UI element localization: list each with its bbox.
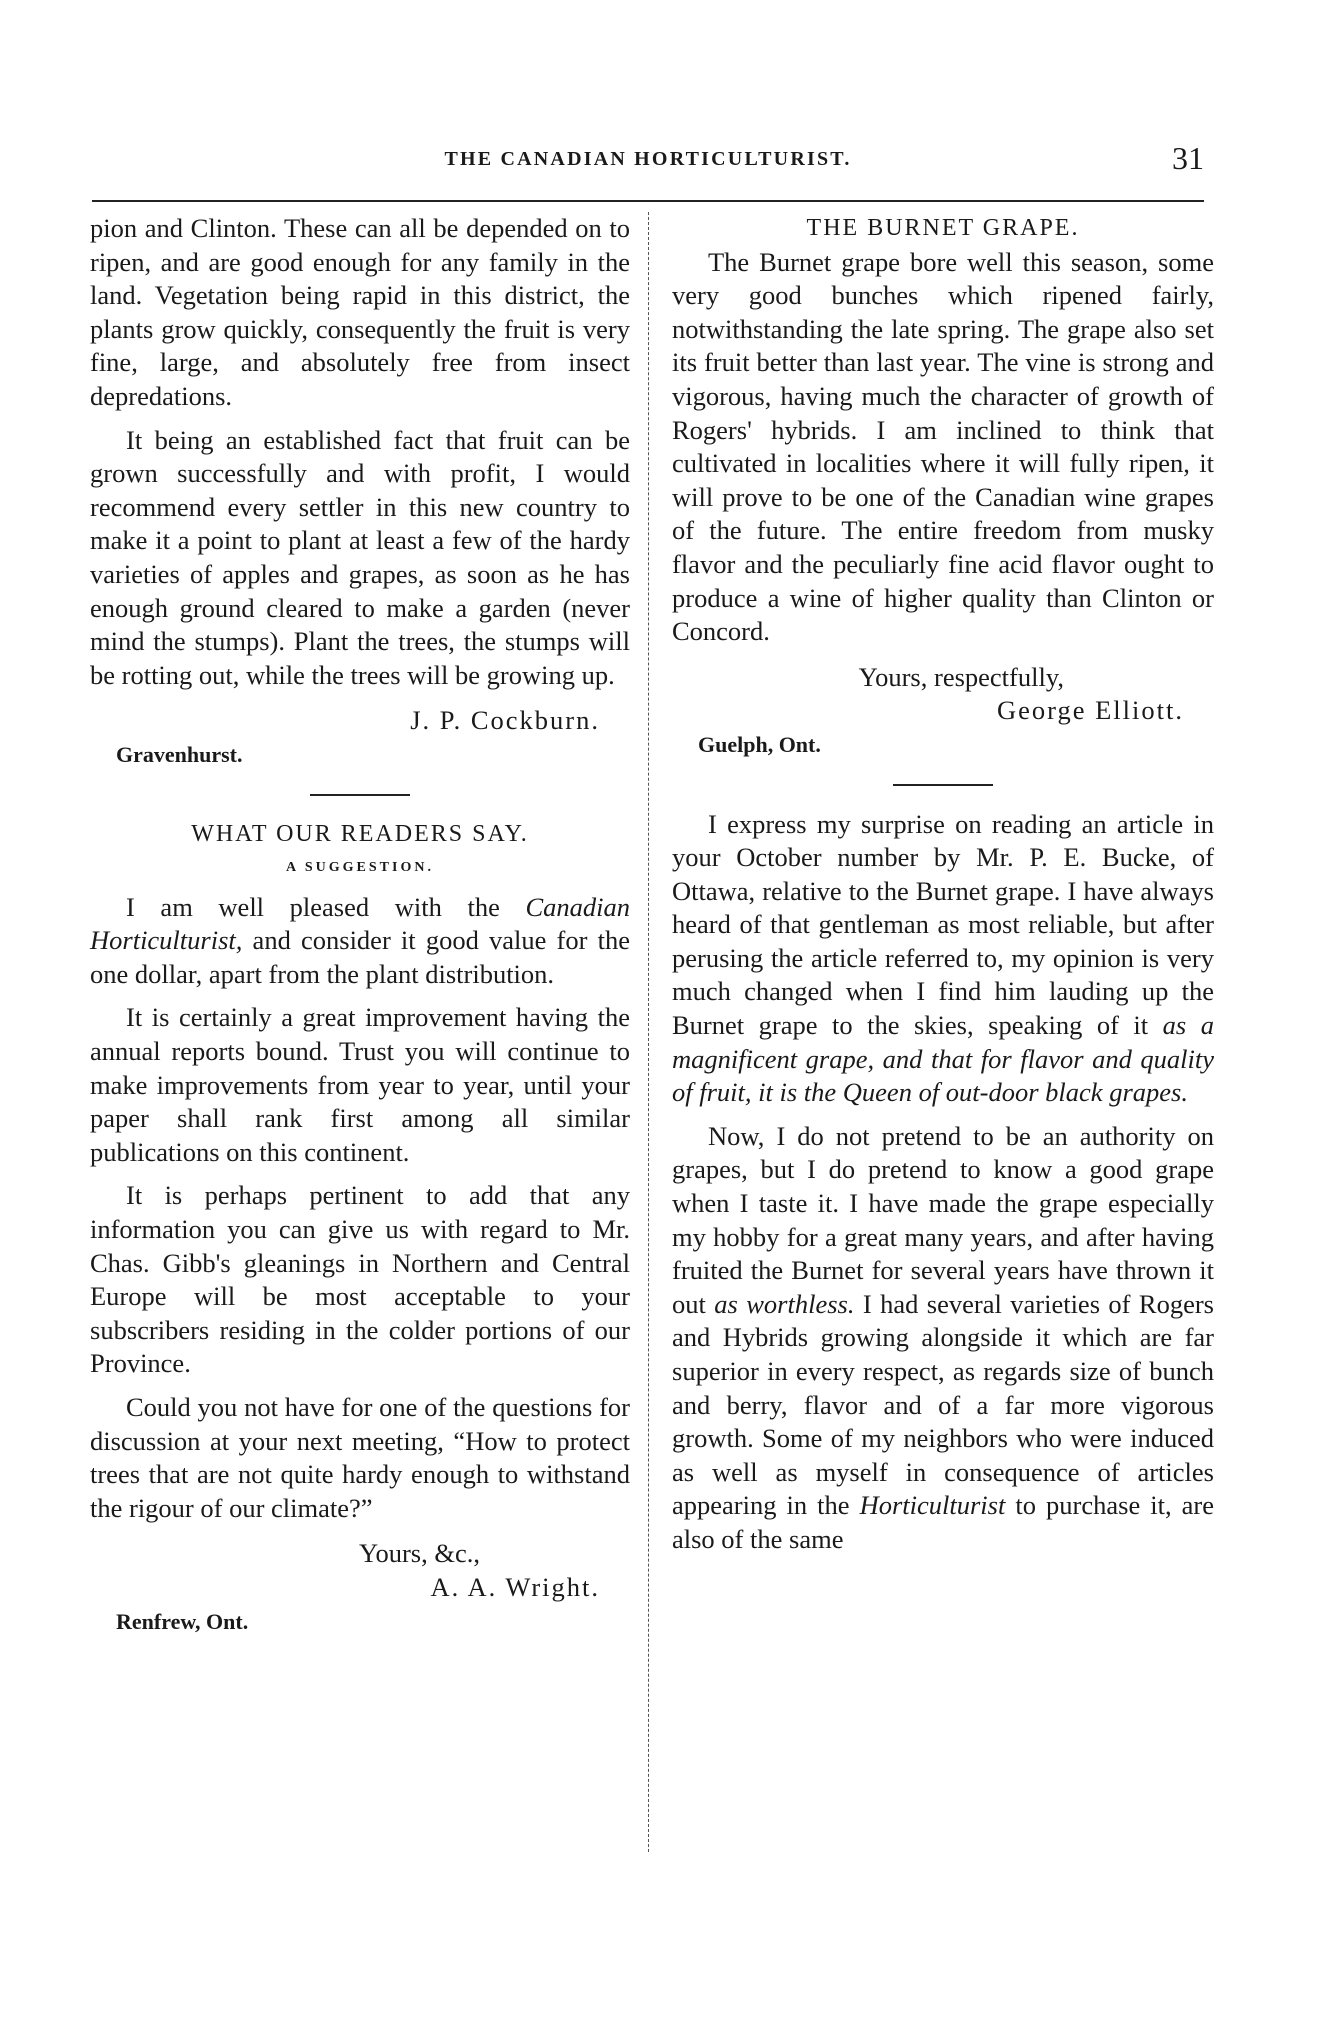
paragraph: Could you not have for one of the questions for discussion at your next meeting, “How to protect trees that are not quite hardy enough to withstand the rigour of our climate?” xyxy=(90,1392,630,1523)
text-run: to purchase it, are also of the same xyxy=(672,1490,1214,1554)
text-run: Now, I do not pretend to be an authority on grapes, but I do pretend to know a good grape when I taste it. I have made the grape especially my hobby for a great many years, and after having fruited the Burnet for several years have thrown it out xyxy=(672,1120,1214,1319)
section-heading: THE BURNET GRAPE. xyxy=(806,215,1080,241)
closing: Yours, respectfully, xyxy=(858,661,1064,692)
signature-name: George Elliott. xyxy=(996,695,1184,726)
page-header xyxy=(92,140,1204,188)
header-rule xyxy=(92,200,1204,202)
text-run: I express my surprise on reading an article in your October number by Mr. P. E. Bucke, of Ottawa, relative to the Burnet grape. I have always heard of that gentleman as most reliable, but after perusing the article referred to, my opinion is very much changed when I find him lauding up the Burnet grape to the skies, speaking of it xyxy=(672,808,1214,1041)
publication-title: Canadian Horticulturist, xyxy=(90,891,630,956)
text-run: I am well pleased with the xyxy=(126,891,526,922)
paragraph: It being an established fact that fruit can be grown successfully and with profit, I would recommend every settler in this new country to make it a point to plant at least a few of the hardy varieties of apples and grapes, as soon as he has enough ground cleared to make a garden (never mind the stumps). Plant the trees, the stumps will be rotting out, while the trees will be growing up. xyxy=(90,424,630,690)
paragraph: It is perhaps pertinent to add that any information you can give us with regard to Mr. Chas. Gibb's gleanings in Northern and Central Europe will be most acceptable to your subscribers residing in the colder portions of our Province. xyxy=(90,1180,630,1379)
signature-place: Guelph, Ont. xyxy=(698,731,821,757)
signature-name: A. A. Wright. xyxy=(430,1571,600,1602)
paragraph xyxy=(672,1120,1214,1557)
signature-name: J. P. Cockburn. xyxy=(410,705,600,736)
text-run: I had several varieties of Rogers and Hybrids growing alongside it which are far superior in every respect, as regards size of bunch and berry, flavor and of a far more vigorous growth. Some of my neighbors who were induced as well as myself in consequence of articles appearing in the xyxy=(672,1288,1214,1521)
section-divider xyxy=(310,794,410,796)
closing: Yours, &c., xyxy=(359,1538,480,1569)
quotation: as a magnificent grape, and that for flavor and quality of fruit, it is the Queen of out-door black grapes. xyxy=(672,1010,1214,1108)
running-title: THE CANADIAN HORTICULTURIST. xyxy=(444,148,852,170)
page-number: 31 xyxy=(1172,140,1204,176)
paragraph: It is certainly a great improvement having the annual reports bound. Trust you will continue to make improvements from year to year, until your paper shall rank first among all similar publications on this continent. xyxy=(90,1002,630,1167)
paragraph: The Burnet grape bore well this season, some very good bunches which ripened fairly, notwithstanding the late spring. The grape also set its fruit better than last year. The vine is strong and vigorous, having much the character of growth of Rogers' hybrids. I am inclined to think that cultivated in localities where it will fully ripen, it will prove to be one of the Canadian wine grapes of the future. The entire freedom from musky flavor and the peculiarly fine acid flavor ought to produce a wine of higher quality than Clinton or Concord. xyxy=(672,246,1214,647)
publication-title: Horticulturist xyxy=(859,1490,1006,1521)
section-subheading: A SUGGESTION. xyxy=(286,860,434,876)
signature-block xyxy=(672,661,1214,762)
paragraph xyxy=(672,808,1214,1110)
right-column xyxy=(672,212,1214,1557)
signature-block xyxy=(90,1537,630,1638)
signature-place: Gravenhurst. xyxy=(116,741,243,767)
signature-place: Renfrew, Ont. xyxy=(116,1608,249,1634)
emphasis: as worthless. xyxy=(714,1288,855,1319)
section-divider xyxy=(893,784,993,786)
signature-block xyxy=(90,704,630,771)
left-column xyxy=(90,212,630,1638)
text-run: and consider it good value for the one dollar, apart from the plant distribution. xyxy=(90,925,630,989)
section-heading: WHAT OUR READERS SAY. xyxy=(191,820,529,847)
paragraph: pion and Clinton. These can all be depended on to ripen, and are good enough for any family in the land. Vegetation being rapid in this district, the plants grow quickly, consequently the fruit is very fine, large, and absolutely free from insect depredations. xyxy=(90,213,630,411)
column-divider xyxy=(648,212,649,1852)
paragraph xyxy=(90,891,630,992)
